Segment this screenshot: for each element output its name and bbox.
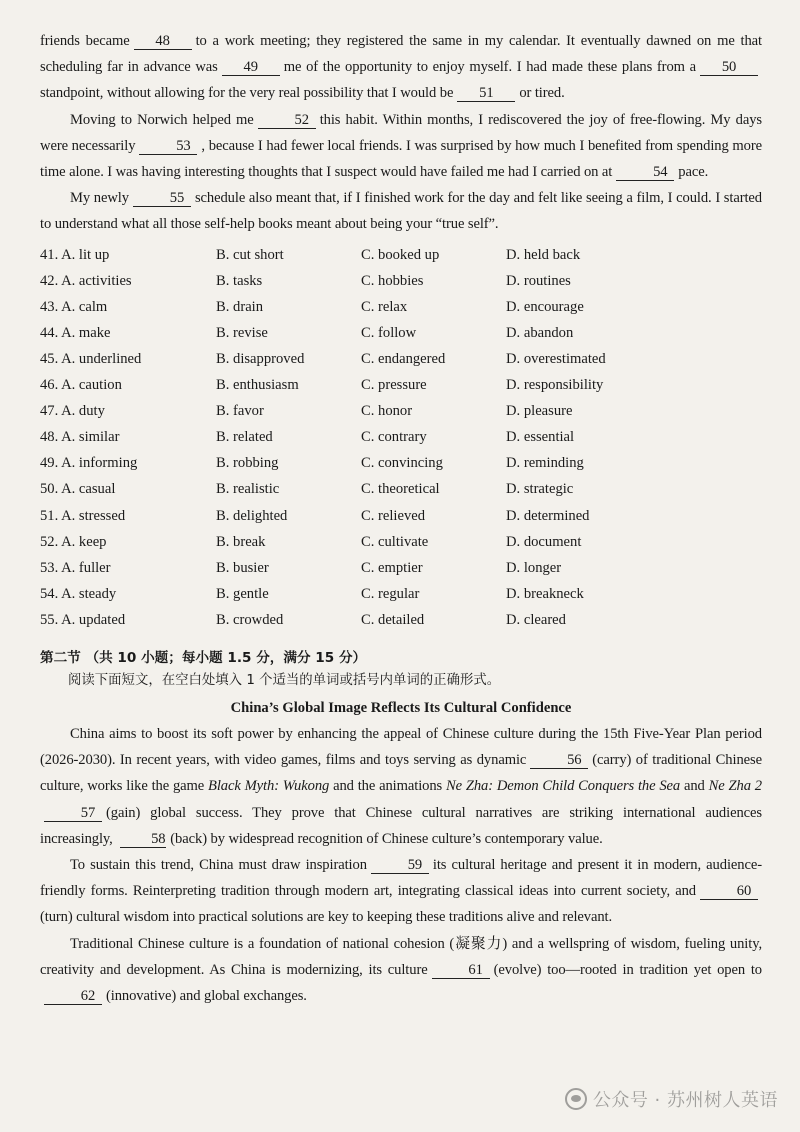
option-b: B. robbing	[216, 455, 279, 472]
option-a: 44. A. make	[40, 324, 111, 341]
text: (turn) cultural wisdom into practical solutions are key to keeping these traditions alive and relevant.	[40, 909, 613, 926]
text: My newly	[70, 190, 129, 207]
option-d: D. overestimated	[506, 351, 606, 367]
option-row-47	[40, 398, 762, 424]
option-row-55	[40, 607, 762, 633]
option-d: D. document	[506, 533, 582, 550]
blank-51: 51	[457, 85, 515, 102]
text: standpoint, without allowing for the very real possibility that I would be	[40, 85, 454, 102]
option-c: C. regular	[361, 585, 420, 602]
game-title: Black Myth: Wukong	[208, 778, 330, 795]
option-c: C. detailed	[361, 611, 425, 628]
option-a: 54. A. steady	[40, 585, 117, 602]
film-title: Ne Zha: Demon Child Conquers the Sea	[445, 778, 681, 795]
option-b: B. drain	[216, 298, 264, 315]
option-row-51	[40, 503, 762, 529]
option-c: C. follow	[361, 324, 417, 341]
option-row-41	[40, 242, 762, 268]
blank-62: 62	[44, 988, 102, 1005]
passage2-paragraph-1	[40, 721, 762, 852]
text: or tired.	[519, 85, 565, 102]
option-a: 48. A. similar	[40, 429, 120, 446]
option-d: D. breakneck	[506, 585, 584, 602]
option-a: 53. A. fuller	[40, 559, 111, 576]
blank-56: 56	[530, 752, 588, 769]
passage2-paragraph-3	[40, 931, 762, 1010]
option-b: B. disapproved	[216, 351, 305, 367]
option-b: B. cut short	[216, 246, 284, 263]
option-b: B. crowded	[216, 611, 284, 628]
option-b: B. related	[216, 429, 273, 446]
text: Moving to Norwich helped me	[70, 111, 254, 128]
option-row-43	[40, 294, 762, 320]
blank-54: 54	[616, 164, 674, 181]
option-d: D. encourage	[506, 298, 584, 315]
option-row-42	[40, 268, 762, 294]
blank-52: 52	[258, 112, 316, 129]
article-title: China’s Global Image Reflects Its Cultural Confidence	[230, 700, 572, 717]
option-c: C. relieved	[361, 507, 426, 524]
option-a: 45. A. underlined	[40, 351, 142, 367]
option-b: B. tasks	[216, 272, 263, 289]
option-a: 43. A. calm	[40, 298, 108, 315]
option-d: D. determined	[506, 507, 590, 524]
option-c: C. emptier	[361, 559, 423, 576]
option-d: D. cleared	[506, 611, 566, 628]
option-d: D. reminding	[506, 455, 584, 472]
text: To sustain this trend, China must draw inspiration	[70, 857, 367, 874]
text: pace.	[678, 164, 709, 181]
option-c: C. honor	[361, 403, 413, 420]
option-row-45	[40, 346, 762, 372]
option-b: B. gentle	[216, 585, 269, 602]
option-d: D. routines	[506, 272, 571, 289]
option-b: B. favor	[216, 403, 264, 420]
option-c: C. contrary	[361, 429, 427, 446]
option-a: 46. A. caution	[40, 377, 122, 394]
text: and the animations	[333, 778, 443, 795]
blank-55: 55	[133, 190, 191, 207]
section-heading: 第二节 （共 10 小题；每小题 1.5 分，满分 15 分）	[40, 650, 367, 667]
text: (innovative) and global exchanges.	[106, 988, 307, 1005]
blank-60: 60	[700, 883, 758, 900]
option-c: C. relax	[361, 298, 408, 315]
wechat-icon	[565, 1088, 587, 1110]
film-title: Ne Zha 2	[708, 778, 762, 795]
option-c: C. theoretical	[361, 481, 440, 498]
passage1-paragraph-1	[40, 28, 762, 107]
option-b: B. revise	[216, 324, 268, 341]
text: and	[683, 778, 705, 795]
option-c: C. pressure	[361, 377, 427, 394]
option-row-46	[40, 372, 762, 398]
text: this habit. Within months, I rediscovered the joy of free-flowing. My days were necessarily	[40, 111, 763, 154]
watermark-text: 公众号 · 苏州树人英语	[592, 1090, 778, 1111]
text: China aims to boost its soft power by enhancing the appeal of Chinese culture during the 15th Five-Year Plan period (2026-2030). In recent years, with video games, films and toys serving as dynamic	[40, 726, 762, 769]
option-row-53	[40, 555, 762, 581]
option-d: D. abandon	[506, 324, 574, 341]
option-row-49	[40, 450, 762, 476]
text: its cultural heritage and present it in modern, audience-friendly forms. Reinterpreting tradition through modern art, integrating classical ideas into current society, and	[40, 857, 762, 900]
passage1-paragraph-2	[40, 107, 762, 186]
section-instruction: 阅读下面短文，在空白处填入 1 个适当的单词或括号内单词的正确形式。	[68, 673, 501, 689]
option-d: D. longer	[506, 559, 562, 576]
blank-59: 59	[371, 857, 429, 874]
blank-61: 61	[432, 962, 490, 979]
text: friends became	[40, 33, 130, 49]
option-a: 41. A. lit up	[40, 246, 110, 263]
blank-58: 58	[120, 831, 166, 848]
blank-48: 48	[134, 33, 192, 50]
blank-49: 49	[222, 59, 280, 76]
blank-50: 50	[700, 59, 758, 76]
option-d: D. held back	[506, 246, 581, 263]
option-a: 51. A. stressed	[40, 507, 126, 524]
option-c: C. endangered	[361, 351, 446, 367]
blank-57: 57	[44, 805, 102, 822]
text: , because I had fewer local friends. I was surprised by how much I benefited from spending more time alone. I was having interesting thoughts that I suspect would have failed me had I carried on at	[40, 137, 762, 181]
options-table	[40, 242, 762, 633]
passage2-paragraph-2	[40, 852, 762, 931]
option-a: 49. A. informing	[40, 455, 138, 472]
option-row-50	[40, 476, 762, 502]
option-d: D. essential	[506, 429, 575, 446]
text: me of the opportunity to enjoy myself. I had made these plans from a	[283, 59, 697, 76]
text: Traditional Chinese culture is a foundation of national cohesion (凝聚力) and a wellspring of wisdom, fueling unity, creativity and development. As China is modernizing, its culture	[40, 935, 762, 978]
option-a: 52. A. keep	[40, 533, 107, 550]
text: (back) by widespread recognition of Chinese culture’s contemporary value.	[170, 830, 603, 847]
text: (gain) global success. They prove that Chinese cultural narratives are striking international audiences increasingly,	[40, 804, 762, 847]
option-d: D. responsibility	[506, 377, 604, 394]
option-c: C. cultivate	[361, 533, 429, 550]
option-a: 55. A. updated	[40, 611, 126, 628]
option-b: B. enthusiasm	[216, 377, 299, 394]
passage1-paragraph-3	[40, 185, 762, 237]
option-c: C. convincing	[361, 455, 443, 472]
text: schedule also meant that, if I finished work for the day and felt like seeing a film, I could. I started to understand what all those self-help books meant about being your “true self”.	[40, 190, 762, 233]
option-a: 47. A. duty	[40, 403, 105, 420]
option-a: 42. A. activities	[40, 272, 132, 289]
option-b: B. delighted	[216, 507, 288, 524]
watermark	[565, 1086, 778, 1112]
option-row-48	[40, 424, 762, 450]
option-c: C. booked up	[361, 246, 440, 263]
option-d: D. pleasure	[506, 403, 573, 420]
text: to a work meeting; they registered the same in my calendar. It eventually dawned on me that scheduling far in advance was	[40, 33, 762, 76]
option-b: B. realistic	[216, 481, 280, 498]
option-row-52	[40, 529, 762, 555]
option-row-44	[40, 320, 762, 346]
option-a: 50. A. casual	[40, 481, 116, 498]
option-b: B. busier	[216, 559, 269, 576]
option-d: D. strategic	[506, 481, 574, 498]
option-c: C. hobbies	[361, 272, 424, 289]
option-row-54	[40, 581, 762, 607]
option-b: B. break	[216, 533, 266, 550]
blank-53: 53	[139, 138, 197, 155]
text: (carry) of traditional Chinese culture, works like the game	[40, 752, 762, 795]
text: (evolve) too—rooted in tradition yet open to	[493, 961, 763, 978]
